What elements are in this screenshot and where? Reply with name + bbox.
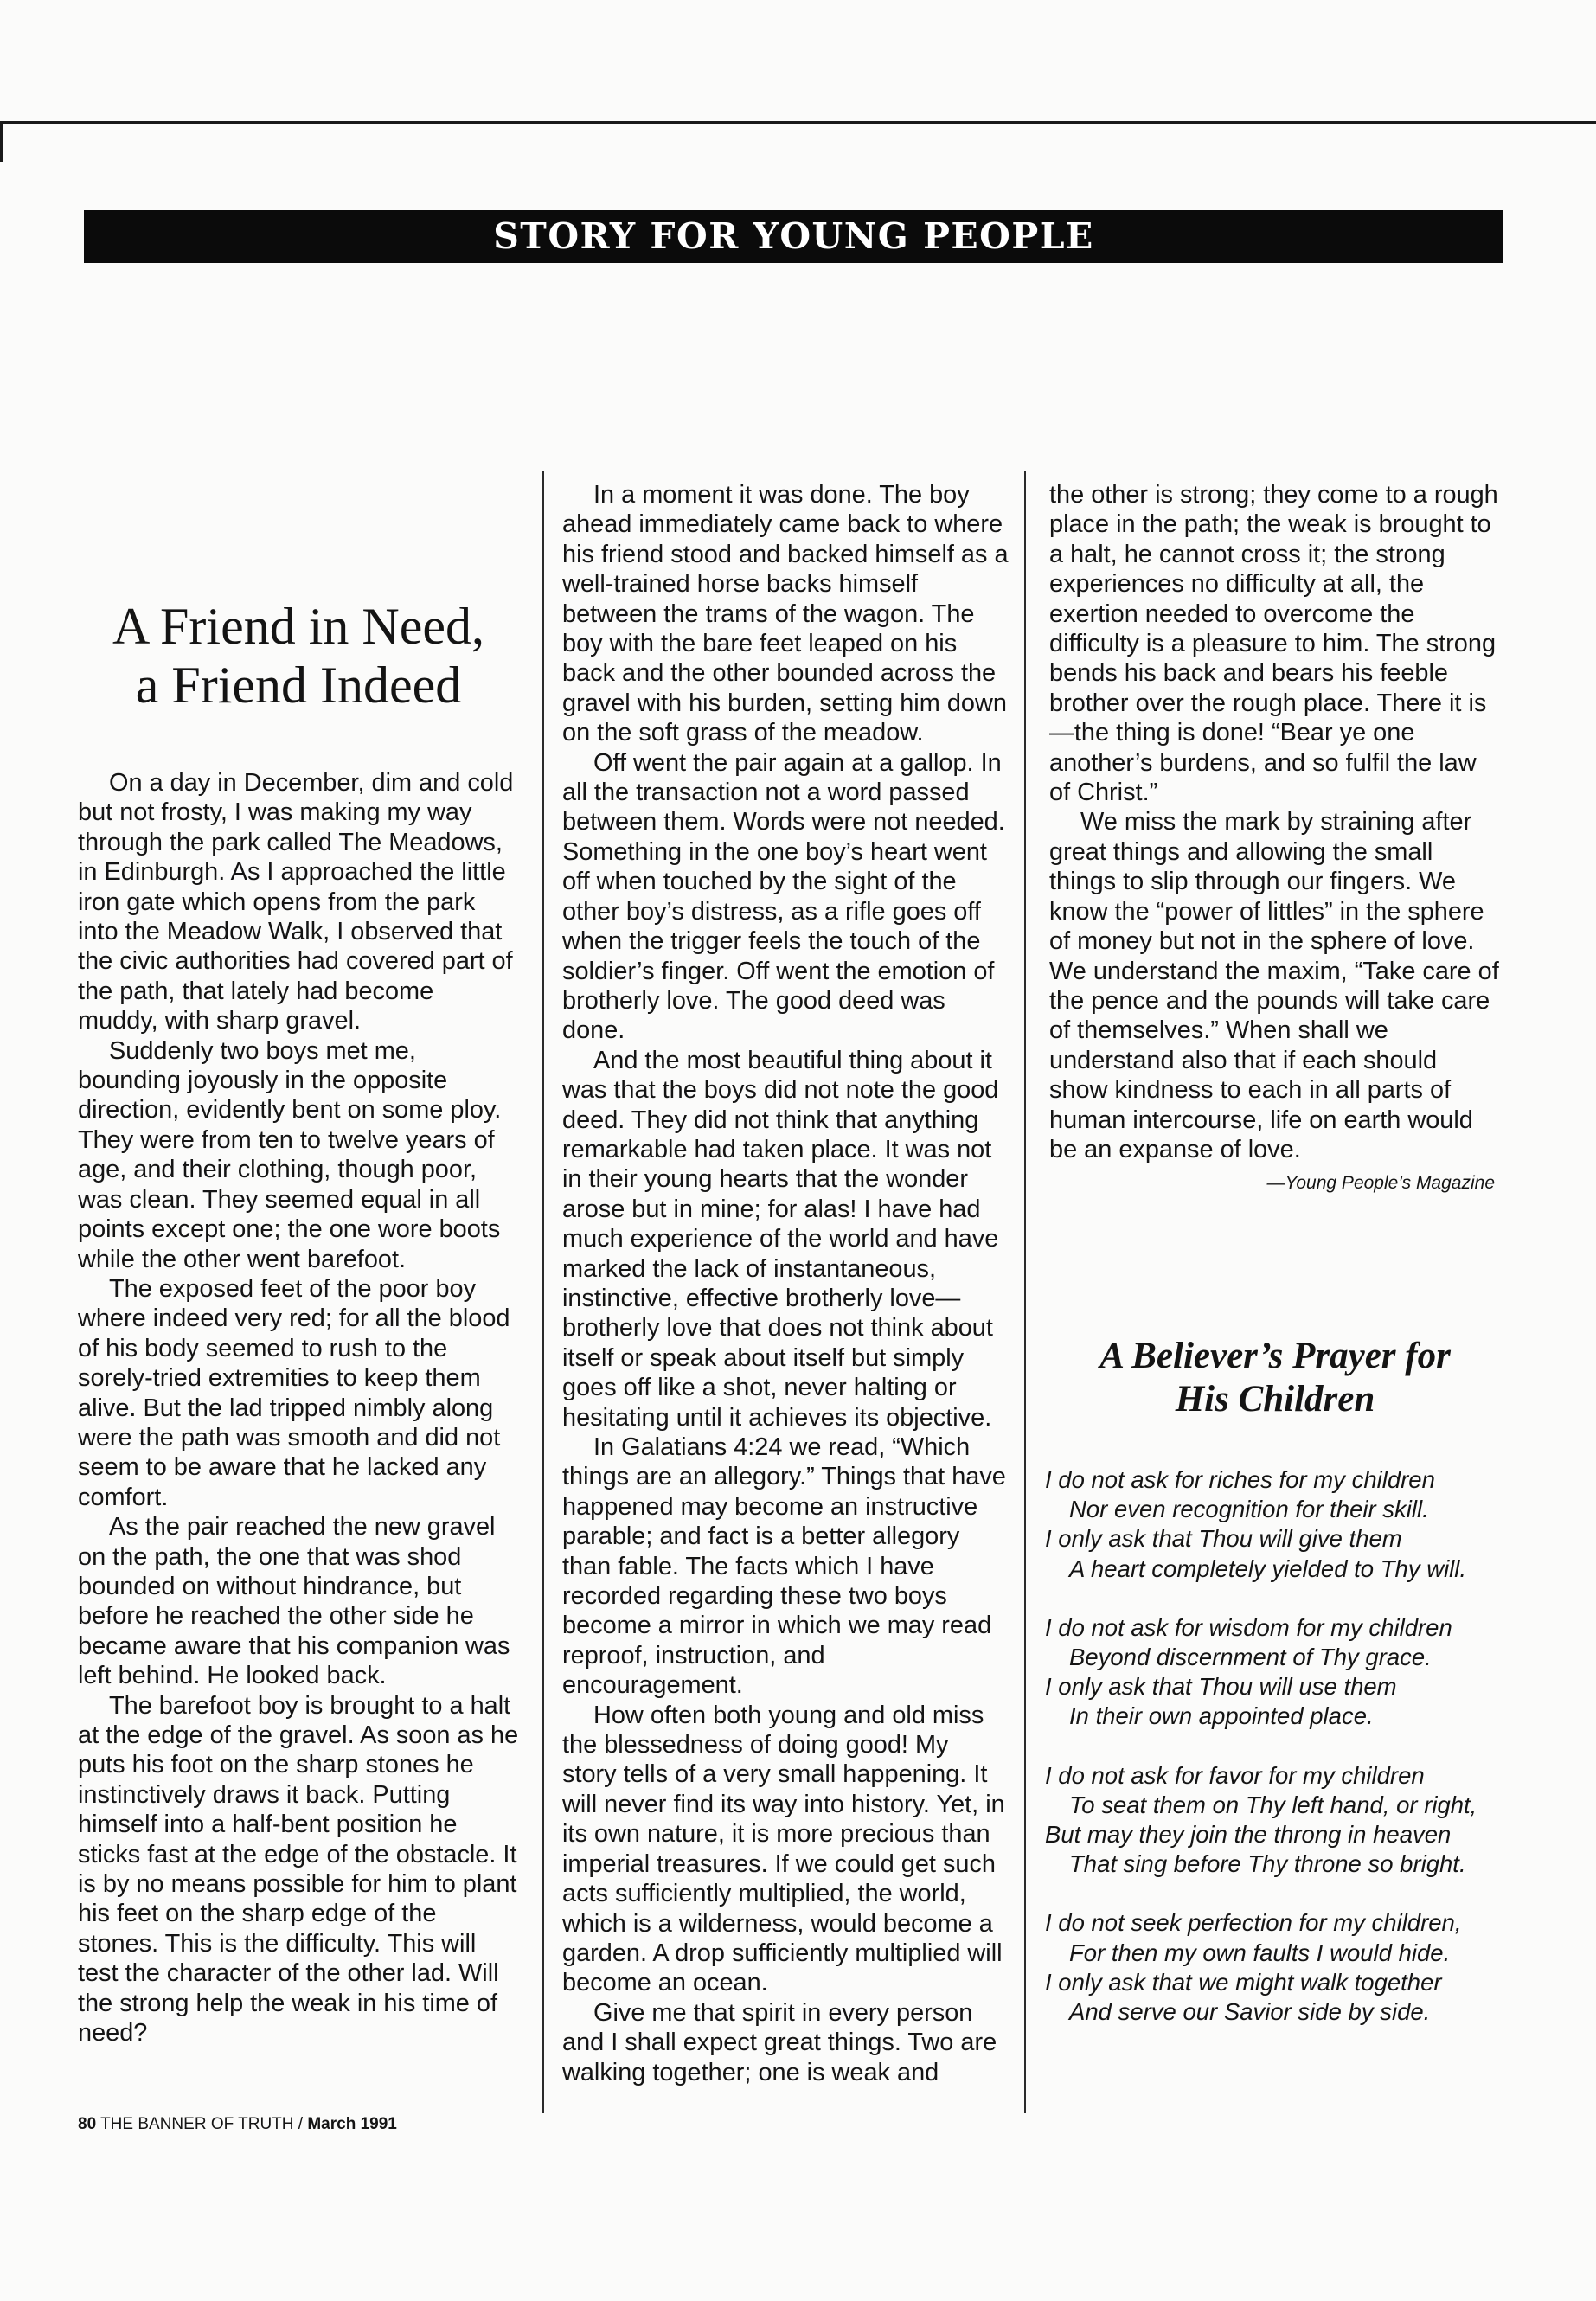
poem-stanza — [1045, 1761, 1512, 1880]
poem-line: That sing before Thy throne so bright. — [1069, 1850, 1466, 1878]
paragraph: In a moment it was done. The boy ahead immediately came back to where his friend stood and backed himself as a well-trained horse backs himself between the trams of the wagon. The boy with the bare feet leaped on his back and the other bounded across the gravel with his burden, setting him down on the soft grass of the meadow. — [562, 481, 1009, 747]
paragraph: Suddenly two boys met me, bounding joyously in the opposite direction, evidently bent on some ploy. They were from ten to twelve years of age, and their clothing, though poor, was clean. They seemed equal in all points except one; the one wore boots while the other went barefoot. — [78, 1036, 502, 1273]
poem-stanza — [1045, 1613, 1512, 1732]
story-title-line: A Friend in Need, — [112, 598, 484, 655]
poem-line: I do not ask for favor for my children — [1045, 1761, 1425, 1789]
poem-line: To seat them on Thy left hand, or right, — [1069, 1791, 1477, 1818]
paragraph: The exposed feet of the poor boy where indeed very red; for all the blood of his body seemed to rush to the sorely-tried extremities to keep them alive. But the lad tripped nimbly along were the path was smooth and did not seem to be aware that he lacked any comfort. — [78, 1274, 510, 1511]
poem-line: Nor even recognition for their skill. — [1069, 1496, 1429, 1523]
publication-name: THE BANNER OF TRUTH / — [100, 2115, 304, 2133]
page-footer — [78, 2114, 397, 2135]
poem-line: For then my own faults I would hide. — [1069, 1939, 1451, 1966]
poem-line: I only ask that we might walk together — [1045, 1968, 1442, 1996]
paragraph: As the pair reached the new gravel on the path, the one that was shod bounded on without hindrance, but before he reached the other side he became aware that his companion was left behind. He looked back. — [78, 1513, 510, 1690]
section-banner: STORY FOR YOUNG PEOPLE — [84, 210, 1503, 263]
poem-stanza — [1045, 1465, 1512, 1584]
story-column-3 — [1049, 480, 1501, 1164]
poem-title-line: A Believer’s Prayer for — [1099, 1336, 1451, 1376]
poem-line: Beyond discernment of Thy grace. — [1069, 1644, 1432, 1671]
poem-line: I only ask that Thou will give them — [1045, 1525, 1402, 1553]
paragraph: How often both young and old miss the blessedness of doing good! My story tells of a very small happening. It will never find its way into history. Yet, in its own nature, it is more precious than imperial treasures. If we could get such acts sufficiently multiplied, the world, which is a wilderness, would become a garden. A drop sufficiently multiplied will become an ocean. — [562, 1701, 1005, 1997]
edge-mark — [0, 123, 3, 162]
paragraph: And the most beautiful thing about it was that the boys did not note the good deed. They did not think that anything remarkable had taken place. It was not in their young hearts that the wonder arose but in mine; for alas! I have had much experience of the world and have marked the lack of instantaneous, instinctive, effective brotherly love—brotherly love that does not think about itself or speak about itself but simply goes off like a shot, never halting or hesitating until it achieves its objective. — [562, 1046, 999, 1432]
paragraph-continued: the other is strong; they come to a rough place in the path; the weak is brought to a halt, he cannot cross it; the strong experiences no difficulty at all, the exertion needed to overcome the difficulty is a pleasure to him. The strong bends his back and bears his feeble brother over the rough place. There it is—the thing is done! “Bear ye one another’s burdens, and so fulfil the law of Christ.” — [1049, 481, 1498, 807]
poem-title — [1049, 1335, 1501, 1421]
paragraph: In Galatians 4:24 we read, “Which things are an allegory.” Things that have happened may become an instructive parable; and fact is a better allegory than fable. The facts which I have recorded regarding these two boys become a mirror in which we may read reproof, instruction, and encouragement. — [562, 1433, 1006, 1700]
story-title — [78, 597, 519, 715]
poem-line: In their own appointed place. — [1069, 1702, 1374, 1730]
poem-line: I do not ask for riches for my children — [1045, 1466, 1435, 1493]
poem-line: I do not seek perfection for my children, — [1045, 1909, 1462, 1937]
poem — [1045, 1465, 1512, 2056]
top-rule — [0, 121, 1596, 124]
poem-line: But may they join the throng in heaven — [1045, 1821, 1452, 1849]
poem-line: I do not ask for wisdom for my children — [1045, 1613, 1452, 1641]
issue-date: March 1991 — [307, 2115, 397, 2133]
page-number: 80 — [78, 2115, 97, 2133]
story-title-line: a Friend Indeed — [135, 657, 462, 714]
poem-line: And serve our Savior side by side. — [1069, 1998, 1431, 2026]
paragraph: We miss the mark by straining after great things and allowing the small things to slip through our fingers. We know the “power of littles” in the sphere of money but not in the sphere of love. We understand the maxim, “Take care of the pence and the pounds will take care of themselves.” When shall we understand also that if each should show kindness to each in all parts of human intercourse, life on earth would be an expanse of love. — [1049, 808, 1499, 1163]
paragraph: The barefoot boy is brought to a halt at the edge of the gravel. As soon as he puts his foot on the sharp stones he instinctively draws it back. Putting himself into a half-bent position he sticks fast at the edge of the obstacle. It is by no means possible for him to plant his feet on the sharp edge of the stones. This is the difficulty. This will test the character of the other lad. Will the strong help the weak in his time of need? — [78, 1691, 519, 2048]
story-column-1 — [78, 768, 519, 2048]
column-divider — [1024, 471, 1026, 2113]
paragraph: Off went the pair again at a gallop. In all the transaction not a word passed between them. Words were not needed. Something in the one boy’s heart went off when touched by the sight of the other boy’s distress, as a rifle goes off when the trigger feels the touch of the soldier’s finger. Off went the emotion of brotherly love. The good deed was done. — [562, 748, 1005, 1045]
paragraph: Give me that spirit in every person and I shall expect great things. Two are walking together; one is weak and — [562, 1998, 997, 2086]
poem-stanza — [1045, 1908, 1512, 2027]
poem-line: I only ask that Thou will use them — [1045, 1673, 1397, 1701]
story-column-2 — [562, 480, 1009, 2087]
poem-line: A heart completely yielded to Thy will. — [1069, 1554, 1467, 1582]
column-divider — [542, 471, 544, 2113]
paragraph: On a day in December, dim and cold but not frosty, I was making my way through the park called The Meadows, in Edinburgh. As I approached the little iron gate which opens from the park into the Meadow Walk, I observed that the civic authorities had covered part of the path, that lately had become muddy, with sharp gravel. — [78, 769, 514, 1035]
story-source: —Young People’s Magazine — [1266, 1173, 1495, 1193]
poem-title-line: His Children — [1175, 1379, 1375, 1420]
